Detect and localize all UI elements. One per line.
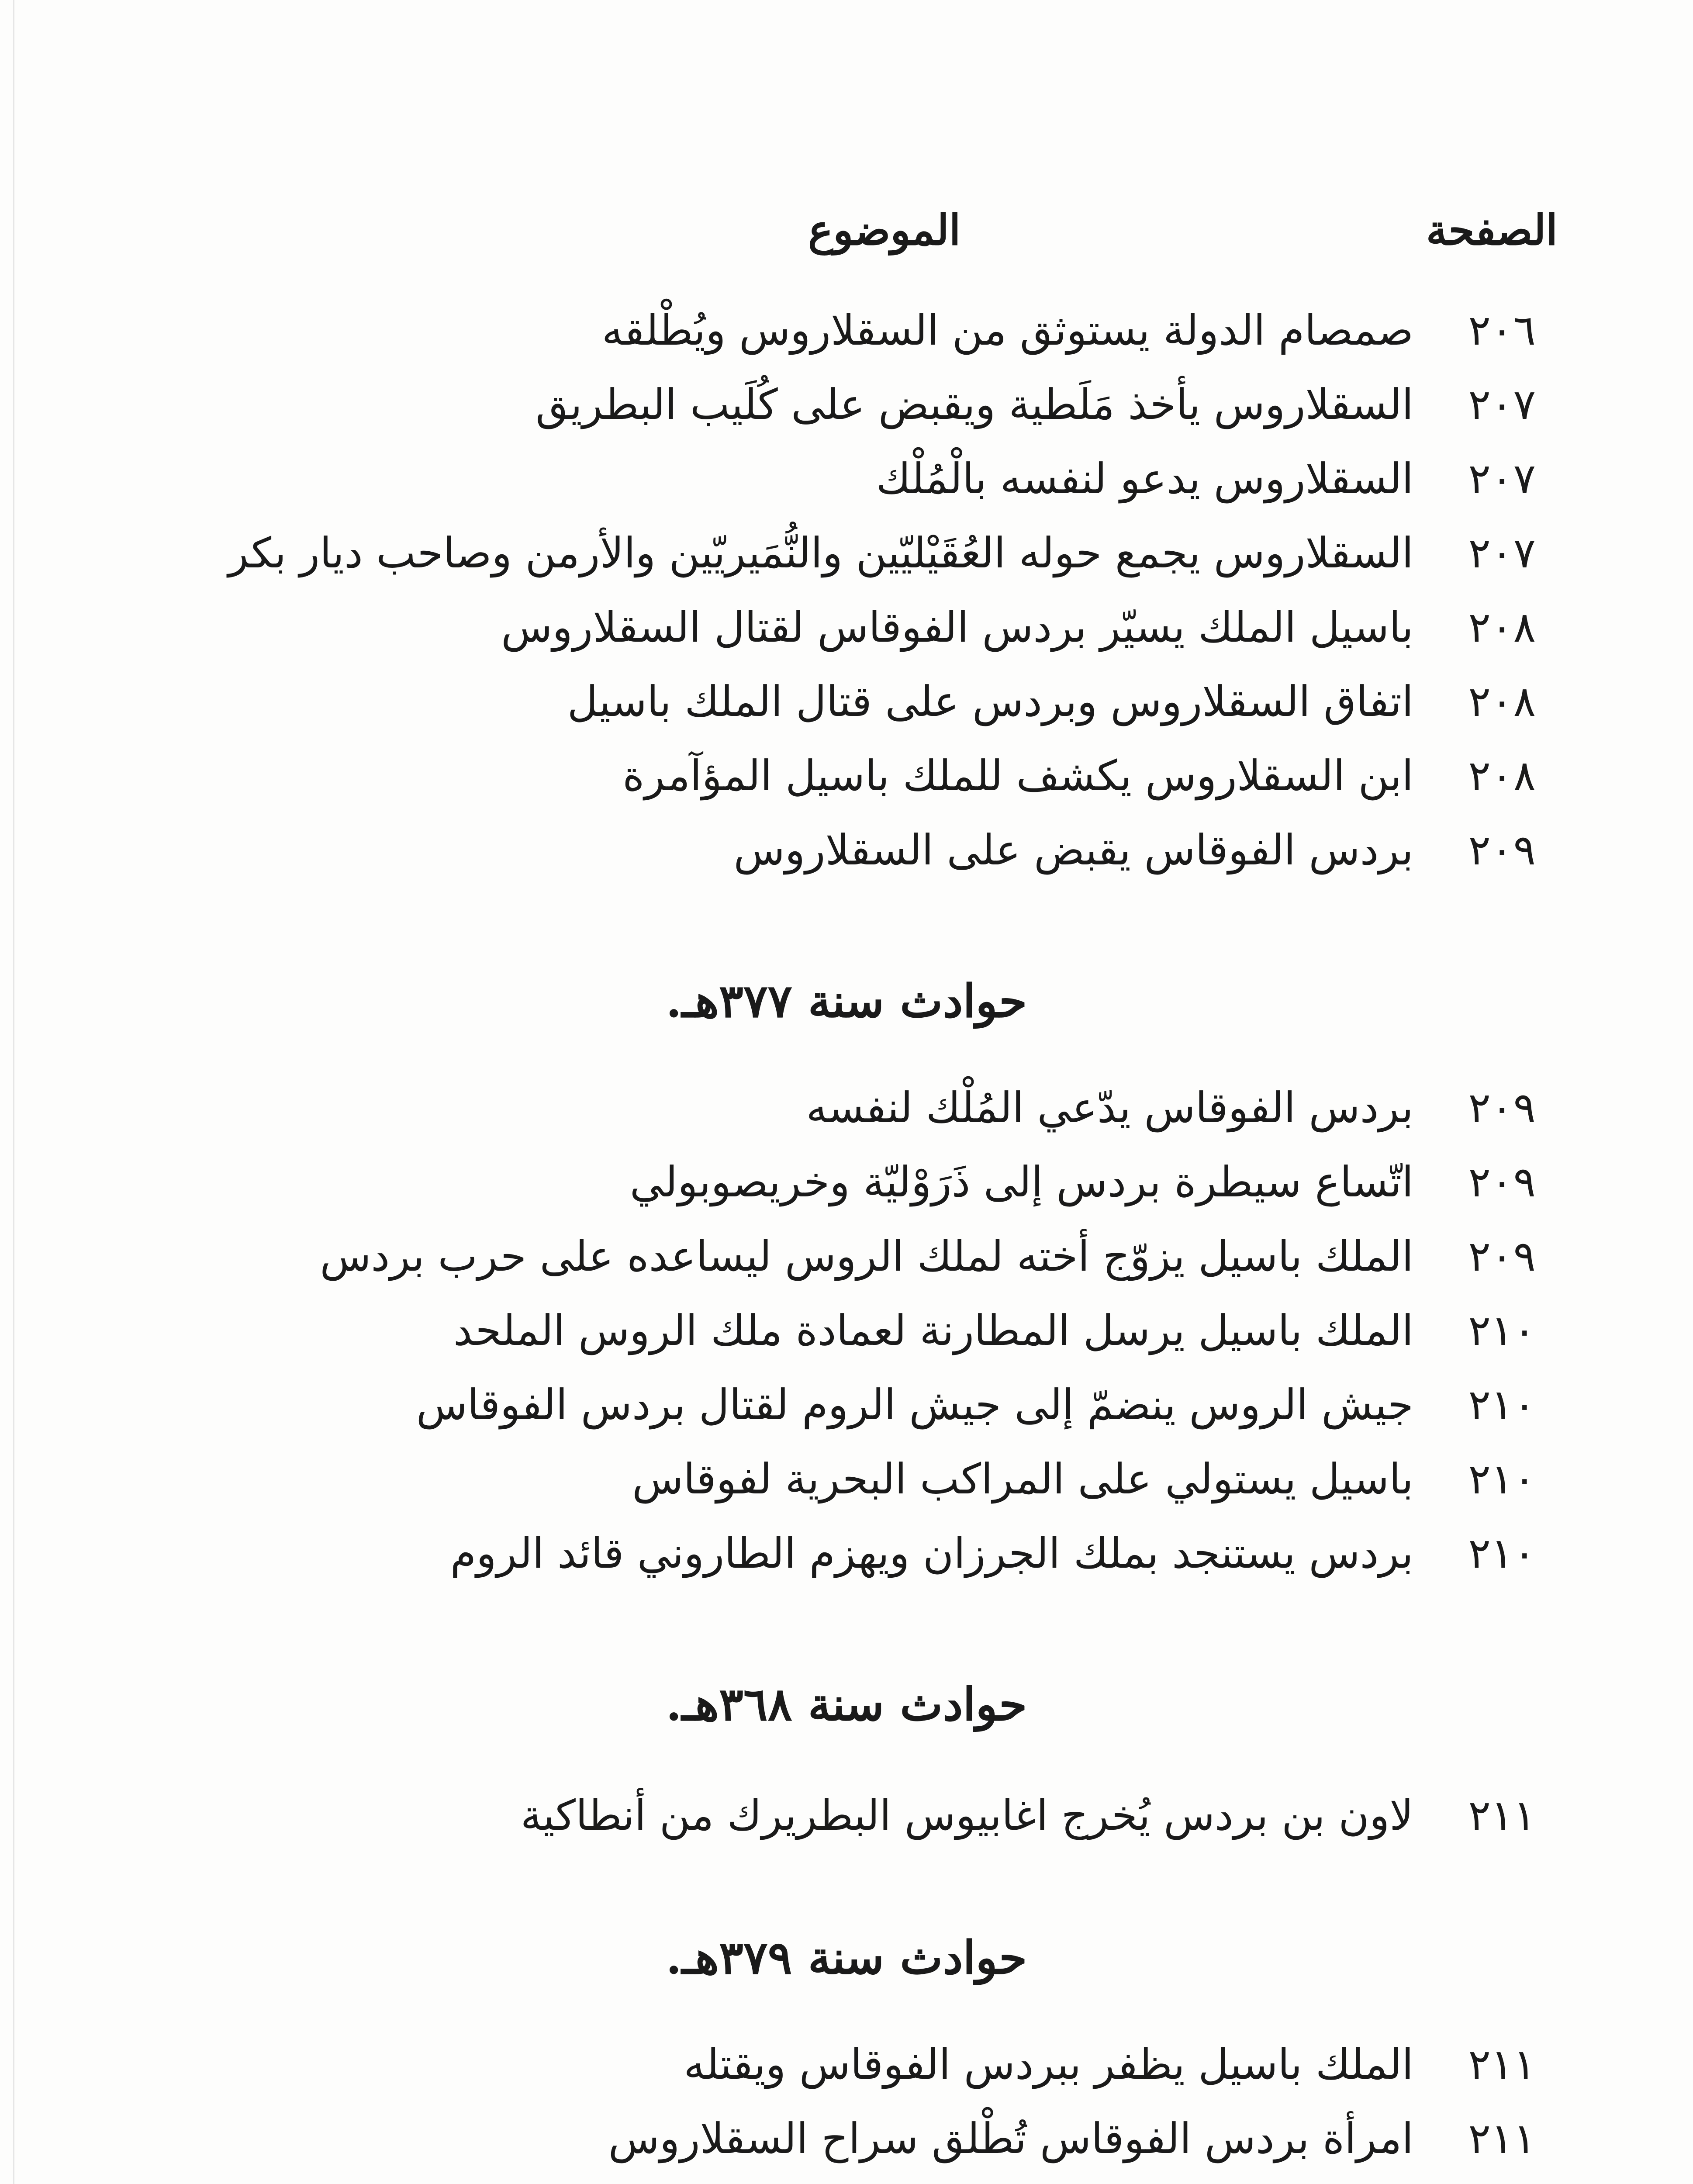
toc-page-number: ٢١٠ [1468,1380,1536,1429]
toc-topic: الملك باسيل يرسل المطارنة لعمادة ملك الروس الملحد [453,1306,1413,1355]
toc-row [0,821,1693,887]
toc-topic: ابن السقلاروس يكشف للملك باسيل المؤآمرة [622,751,1413,800]
toc-page-number: ٢٠٨ [1468,677,1536,726]
toc-row [0,450,1693,515]
toc-page-number: ٢١٠ [1468,1455,1536,1503]
toc-page-number: ٢١١ [1468,2040,1536,2089]
toc-topic: جيش الروس ينضمّ إلى جيش الروم لقتال بردس الفوقاس [416,1380,1413,1429]
page-column-header: الصفحة [1426,205,1558,255]
toc-topic: امرأة بردس الفوقاس تُطْلق سراح السقلاروس [608,2114,1413,2163]
toc-page-number: ٢٠٨ [1468,751,1536,800]
toc-page-number: ٢١٠ [1468,1306,1536,1355]
toc-topic: باسيل الملك يسيّر بردس الفوقاس لقتال السقلاروس [501,603,1413,652]
toc-row [0,1450,1693,1516]
toc-topic: اتفاق السقلاروس وبردس على قتال الملك باسيل [567,677,1413,726]
toc-row [0,1787,1693,1852]
toc-topic: السقلاروس يأخذ مَلَطية ويقبض على كُلَيب البطريق [536,380,1413,429]
toc-topic: السقلاروس يجمع حوله العُقَيْليّين والنُّمَيريّين والأرمن وصاحب ديار بكر [228,529,1413,577]
toc-row [0,2035,1693,2101]
toc-row [0,1153,1693,1219]
toc-page-number: ٢١١ [1468,1791,1536,1840]
toc-topic: بردس الفوقاس يدّعي المُلْك لنفسه [806,1083,1413,1132]
toc-row [0,747,1693,812]
toc-row [0,1524,1693,1590]
toc-topic: الملك باسيل يظفر ببردس الفوقاس ويقتله [684,2040,1413,2089]
toc-row [0,376,1693,441]
toc-topic: بردس يستنجد بملك الجرزان ويهزم الطاروني قائد الروم [450,1529,1413,1578]
topic-column-header: الموضوع [808,205,961,255]
toc-topic: باسيل يستولي على المراكب البحرية لفوقاس [632,1455,1413,1503]
toc-page-number: ٢٠٨ [1468,603,1536,652]
toc-topic: السقلاروس يدعو لنفسه بالْمُلْك [876,454,1413,503]
toc-topic: بردس الفوقاس يقبض على السقلاروس [733,826,1413,874]
section-heading: حوادث سنة ٣٧٧هـ. [666,974,1027,1028]
toc-topic: لاون بن بردس يُخرج اغابيوس البطريرك من أنطاكية [520,1791,1413,1840]
toc-row [0,301,1693,367]
section-heading: حوادث سنة ٣٧٩هـ. [666,1931,1027,1984]
toc-page-number: ٢٠٧ [1468,529,1536,577]
toc-row [0,1302,1693,1367]
toc-row [0,1227,1693,1293]
toc-page-number: ٢١٠ [1468,1529,1536,1578]
toc-row [0,2110,1693,2175]
toc-row [0,1376,1693,1441]
toc-page-number: ٢٠٧ [1468,380,1536,429]
toc-topic: الملك باسيل يزوّج أخته لملك الروس ليساعده على حرب بردس [320,1232,1413,1281]
toc-page-number: ٢٠٩ [1468,1158,1536,1206]
toc-page-number: ٢٠٧ [1468,454,1536,503]
toc-page-number: ٢٠٩ [1468,1232,1536,1281]
toc-row [0,673,1693,738]
toc-topic: صمصام الدولة يستوثق من السقلاروس ويُطْلقه [601,306,1413,355]
toc-row [0,1079,1693,1144]
toc-row [0,598,1693,664]
toc-page-number: ٢٠٩ [1468,826,1536,874]
toc-page-number: ٢١١ [1468,2114,1536,2163]
toc-topic: اتّساع سيطرة بردس إلى ذَرَوْليّة وخريصوبولي [629,1158,1413,1206]
toc-page-number: ٢٠٦ [1468,306,1536,355]
toc-page-number: ٢٠٩ [1468,1083,1536,1132]
section-heading: حوادث سنة ٣٦٨هـ. [666,1677,1027,1731]
toc-row [0,524,1693,590]
